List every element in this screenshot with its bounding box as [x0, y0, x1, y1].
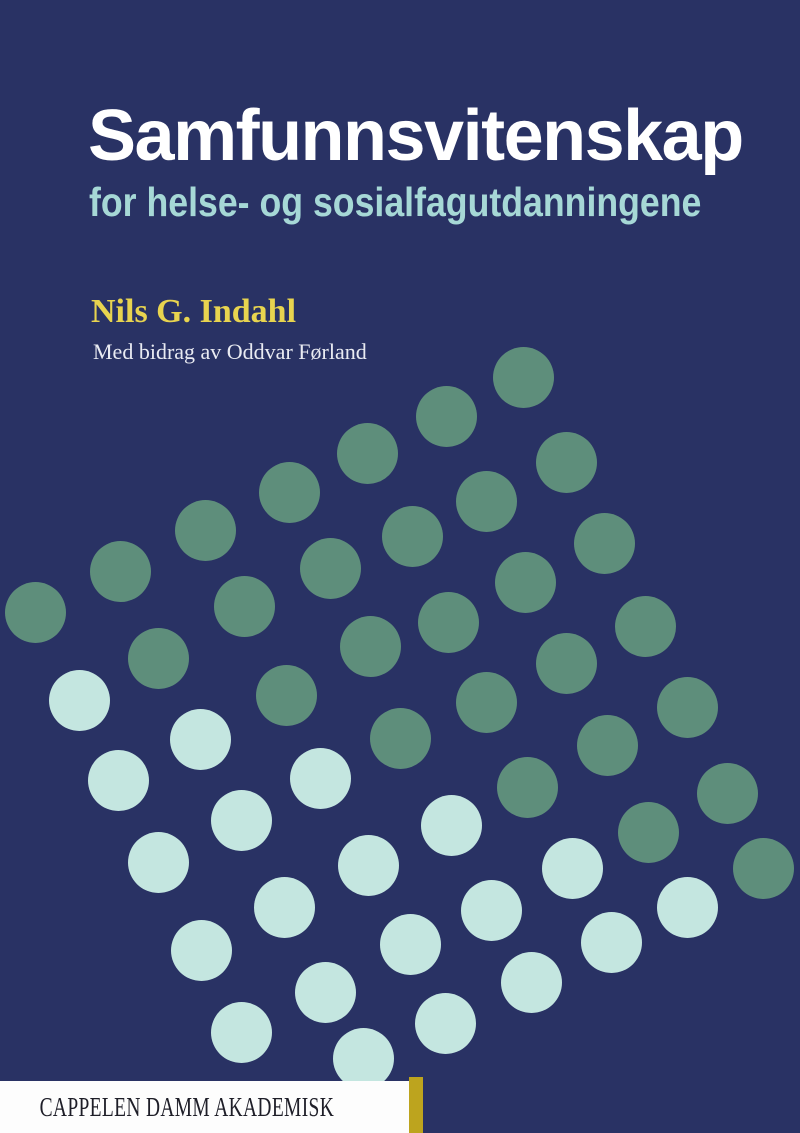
- contributor-byline: Med bidrag av Oddvar Førland: [93, 339, 367, 364]
- author-name: Nils G. Indahl: [91, 293, 297, 330]
- publisher-logo: CAPPELEN DAMM AKADEMISK: [39, 1091, 335, 1122]
- book-title: Samfunnsvitenskap: [88, 96, 743, 176]
- book-subtitle: [89, 180, 793, 225]
- gold-accent-bar: [409, 1077, 423, 1133]
- book-subtitle-text: for helse- og sosialfagutdanningene: [89, 179, 702, 225]
- publisher-bar: [0, 1081, 409, 1133]
